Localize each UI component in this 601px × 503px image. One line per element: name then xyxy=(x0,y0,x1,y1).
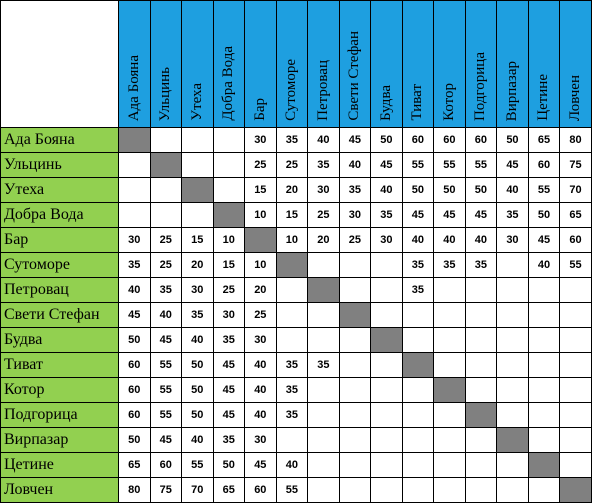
table-cell xyxy=(434,453,466,478)
column-header-label: Бар xyxy=(251,98,268,121)
table-cell xyxy=(340,353,372,378)
table-cell: 45 xyxy=(119,303,151,328)
table-cell xyxy=(434,478,466,503)
table-cell xyxy=(277,278,309,303)
diagonal-cell xyxy=(277,253,309,278)
column-header xyxy=(308,1,340,128)
table-cell: 40 xyxy=(466,228,498,253)
table-cell: 65 xyxy=(119,453,151,478)
table-cell xyxy=(529,478,561,503)
table-cell: 50 xyxy=(119,428,151,453)
table-cell xyxy=(151,178,183,203)
table-cell: 60 xyxy=(245,478,277,503)
table-cell: 75 xyxy=(151,478,183,503)
table-cell: 40 xyxy=(497,178,529,203)
table-cell: 55 xyxy=(151,403,183,428)
table-cell xyxy=(434,428,466,453)
diagonal-cell xyxy=(340,303,372,328)
table-cell: 30 xyxy=(340,203,372,228)
table-cell: 50 xyxy=(497,128,529,153)
row-header: Свети Стефан xyxy=(1,303,119,328)
table-cell: 45 xyxy=(214,378,246,403)
table-cell xyxy=(529,278,561,303)
table-cell xyxy=(560,278,592,303)
column-header xyxy=(182,1,214,128)
table-cell xyxy=(466,353,498,378)
table-cell xyxy=(340,253,372,278)
table-cell: 35 xyxy=(182,303,214,328)
table-cell: 35 xyxy=(497,203,529,228)
table-cell xyxy=(182,128,214,153)
table-cell: 50 xyxy=(182,403,214,428)
table-cell: 40 xyxy=(277,453,309,478)
table-cell xyxy=(119,153,151,178)
table-cell xyxy=(340,403,372,428)
table-cell xyxy=(308,378,340,403)
column-header xyxy=(466,1,498,128)
table-cell: 45 xyxy=(434,203,466,228)
table-cell xyxy=(434,303,466,328)
table-cell xyxy=(403,428,435,453)
table-cell: 45 xyxy=(466,203,498,228)
table-cell: 55 xyxy=(466,153,498,178)
table-cell: 25 xyxy=(340,228,372,253)
row-header: Тиват xyxy=(1,353,119,378)
table-cell xyxy=(434,403,466,428)
table-cell: 75 xyxy=(560,153,592,178)
table-cell: 50 xyxy=(214,453,246,478)
table-cell: 40 xyxy=(434,228,466,253)
table-cell: 50 xyxy=(182,353,214,378)
table-cell: 55 xyxy=(529,178,561,203)
table-cell xyxy=(497,478,529,503)
column-header xyxy=(119,1,151,128)
table-cell: 40 xyxy=(529,253,561,278)
table-cell: 10 xyxy=(245,203,277,228)
table-cell xyxy=(560,353,592,378)
diagonal-cell xyxy=(434,378,466,403)
column-header xyxy=(151,1,183,128)
table-cell xyxy=(308,478,340,503)
table-cell: 25 xyxy=(151,228,183,253)
table-cell: 60 xyxy=(151,453,183,478)
table-cell xyxy=(277,303,309,328)
table-cell: 80 xyxy=(560,128,592,153)
table-cell xyxy=(371,253,403,278)
table-cell xyxy=(308,328,340,353)
row-header: Цетине xyxy=(1,453,119,478)
diagonal-cell xyxy=(371,328,403,353)
row-header: Ульцинь xyxy=(1,153,119,178)
table-cell: 25 xyxy=(214,278,246,303)
column-header-label: Свети Стефан xyxy=(346,31,363,121)
table-cell xyxy=(466,453,498,478)
table-cell xyxy=(182,203,214,228)
diagonal-cell xyxy=(245,228,277,253)
diagonal-cell xyxy=(151,153,183,178)
table-cell xyxy=(308,453,340,478)
table-cell: 55 xyxy=(277,478,309,503)
column-header-label: Котор xyxy=(440,83,457,121)
table-cell xyxy=(466,378,498,403)
table-cell xyxy=(403,378,435,403)
table-cell xyxy=(560,428,592,453)
table-cell: 35 xyxy=(434,253,466,278)
table-cell xyxy=(560,303,592,328)
table-cell: 10 xyxy=(277,228,309,253)
column-header xyxy=(245,1,277,128)
table-cell xyxy=(560,328,592,353)
table-cell xyxy=(529,428,561,453)
row-header: Бар xyxy=(1,228,119,253)
table-cell xyxy=(466,278,498,303)
table-cell: 35 xyxy=(403,278,435,303)
table-cell xyxy=(403,303,435,328)
table-cell xyxy=(151,203,183,228)
table-cell xyxy=(466,428,498,453)
table-cell xyxy=(340,478,372,503)
table-cell: 40 xyxy=(340,153,372,178)
table-cell xyxy=(308,428,340,453)
table-cell: 65 xyxy=(529,128,561,153)
table-cell xyxy=(308,253,340,278)
column-header xyxy=(277,1,309,128)
column-header-label: Подгорица xyxy=(472,51,489,121)
row-header: Ада Бояна xyxy=(1,128,119,153)
table-cell: 70 xyxy=(182,478,214,503)
table-cell: 40 xyxy=(403,228,435,253)
table-cell: 55 xyxy=(182,453,214,478)
row-header: Подгорица xyxy=(1,403,119,428)
column-header-label: Тиват xyxy=(409,84,426,121)
table-cell: 60 xyxy=(466,128,498,153)
table-cell xyxy=(466,303,498,328)
table-corner xyxy=(1,1,119,128)
table-cell: 40 xyxy=(182,428,214,453)
table-cell: 35 xyxy=(466,253,498,278)
table-cell: 45 xyxy=(245,453,277,478)
table-cell xyxy=(497,328,529,353)
table-cell: 30 xyxy=(245,128,277,153)
table-cell: 35 xyxy=(308,353,340,378)
column-header-label: Добра Вода xyxy=(220,46,237,121)
table-cell xyxy=(434,328,466,353)
column-header xyxy=(371,1,403,128)
table-cell: 20 xyxy=(182,253,214,278)
table-cell: 25 xyxy=(308,203,340,228)
table-cell: 15 xyxy=(245,178,277,203)
column-header xyxy=(434,1,466,128)
row-header: Ловчен xyxy=(1,478,119,503)
table-cell: 50 xyxy=(119,328,151,353)
table-cell: 10 xyxy=(245,253,277,278)
table-cell xyxy=(151,128,183,153)
table-cell xyxy=(497,403,529,428)
table-cell: 15 xyxy=(214,253,246,278)
diagonal-cell xyxy=(119,128,151,153)
table-cell xyxy=(340,278,372,303)
table-cell: 80 xyxy=(119,478,151,503)
table-cell: 45 xyxy=(340,128,372,153)
row-header: Добра Вода xyxy=(1,203,119,228)
table-cell: 65 xyxy=(214,478,246,503)
diagonal-cell xyxy=(529,453,561,478)
column-header xyxy=(560,1,592,128)
table-cell xyxy=(119,178,151,203)
table-cell: 20 xyxy=(308,228,340,253)
table-cell: 55 xyxy=(151,378,183,403)
table-cell: 25 xyxy=(277,153,309,178)
table-cell: 40 xyxy=(245,403,277,428)
table-cell xyxy=(214,153,246,178)
table-cell xyxy=(529,328,561,353)
table-cell: 35 xyxy=(403,253,435,278)
table-cell: 60 xyxy=(119,353,151,378)
table-cell xyxy=(434,278,466,303)
table-cell: 35 xyxy=(277,128,309,153)
table-cell xyxy=(308,303,340,328)
row-header: Котор xyxy=(1,378,119,403)
diagonal-cell xyxy=(560,478,592,503)
diagonal-cell xyxy=(308,278,340,303)
table-cell: 65 xyxy=(560,203,592,228)
column-header-label: Утеха xyxy=(188,83,205,121)
table-cell xyxy=(182,153,214,178)
table-cell: 30 xyxy=(371,228,403,253)
row-header: Сутоморе xyxy=(1,253,119,278)
table-cell xyxy=(403,403,435,428)
table-cell xyxy=(371,378,403,403)
table-cell: 35 xyxy=(371,203,403,228)
row-header: Будва xyxy=(1,328,119,353)
table-cell xyxy=(214,128,246,153)
table-cell: 35 xyxy=(119,253,151,278)
table-cell: 45 xyxy=(371,153,403,178)
table-cell xyxy=(497,253,529,278)
table-cell: 45 xyxy=(403,203,435,228)
table-cell: 35 xyxy=(277,353,309,378)
diagonal-cell xyxy=(182,178,214,203)
table-cell xyxy=(214,178,246,203)
table-cell: 35 xyxy=(277,378,309,403)
table-cell xyxy=(340,328,372,353)
table-cell xyxy=(529,303,561,328)
table-cell: 40 xyxy=(182,328,214,353)
diagonal-cell xyxy=(214,203,246,228)
table-cell: 30 xyxy=(308,178,340,203)
table-cell: 15 xyxy=(277,203,309,228)
table-cell: 45 xyxy=(151,428,183,453)
table-cell xyxy=(497,378,529,403)
table-cell: 45 xyxy=(151,328,183,353)
table-cell xyxy=(371,303,403,328)
row-header: Утеха xyxy=(1,178,119,203)
table-cell: 35 xyxy=(214,328,246,353)
table-cell xyxy=(371,478,403,503)
column-header xyxy=(403,1,435,128)
table-cell xyxy=(403,478,435,503)
table-cell: 45 xyxy=(214,353,246,378)
table-cell: 25 xyxy=(151,253,183,278)
table-cell: 20 xyxy=(277,178,309,203)
table-cell xyxy=(529,403,561,428)
column-header-label: Будва xyxy=(377,85,394,121)
table-cell xyxy=(560,453,592,478)
table-cell: 60 xyxy=(434,128,466,153)
table-cell xyxy=(466,328,498,353)
table-cell xyxy=(340,428,372,453)
table-cell: 55 xyxy=(560,253,592,278)
table-cell: 35 xyxy=(277,403,309,428)
table-cell xyxy=(277,428,309,453)
table-cell: 35 xyxy=(340,178,372,203)
table-cell: 60 xyxy=(403,128,435,153)
table-cell: 30 xyxy=(497,228,529,253)
table-cell: 30 xyxy=(182,278,214,303)
table-cell: 55 xyxy=(434,153,466,178)
row-header: Петровац xyxy=(1,278,119,303)
table-cell xyxy=(529,378,561,403)
table-cell: 45 xyxy=(529,228,561,253)
column-header-label: Ловчен xyxy=(566,74,583,121)
column-header-label: Сутоморе xyxy=(283,59,300,121)
column-header xyxy=(529,1,561,128)
table-cell: 60 xyxy=(119,378,151,403)
column-header xyxy=(340,1,372,128)
table-cell xyxy=(371,278,403,303)
table-cell: 40 xyxy=(151,303,183,328)
table-cell: 30 xyxy=(119,228,151,253)
table-cell: 35 xyxy=(308,153,340,178)
diagonal-cell xyxy=(466,403,498,428)
table-cell xyxy=(497,453,529,478)
table-cell: 40 xyxy=(119,278,151,303)
table-cell xyxy=(403,453,435,478)
table-cell: 60 xyxy=(529,153,561,178)
table-cell: 55 xyxy=(151,353,183,378)
table-cell: 20 xyxy=(245,278,277,303)
table-cell xyxy=(466,478,498,503)
table-cell: 35 xyxy=(151,278,183,303)
table-cell xyxy=(560,403,592,428)
table-cell: 50 xyxy=(434,178,466,203)
table-cell xyxy=(371,403,403,428)
table-cell xyxy=(497,278,529,303)
table-cell xyxy=(497,303,529,328)
table-cell: 70 xyxy=(560,178,592,203)
diagonal-cell xyxy=(497,428,529,453)
table-cell: 45 xyxy=(214,403,246,428)
table-cell: 50 xyxy=(466,178,498,203)
table-cell: 40 xyxy=(245,378,277,403)
table-cell xyxy=(434,353,466,378)
table-cell: 50 xyxy=(403,178,435,203)
column-header-label: Ульцинь xyxy=(157,66,174,121)
table-cell xyxy=(497,353,529,378)
table-cell: 40 xyxy=(308,128,340,153)
table-cell xyxy=(371,453,403,478)
table-cell xyxy=(560,378,592,403)
diagonal-cell xyxy=(403,353,435,378)
table-cell: 30 xyxy=(245,328,277,353)
table-cell xyxy=(340,453,372,478)
table-cell: 25 xyxy=(245,153,277,178)
column-header-label: Цетине xyxy=(535,74,552,121)
table-cell: 40 xyxy=(245,353,277,378)
row-header: Вирпазар xyxy=(1,428,119,453)
table-cell: 50 xyxy=(182,378,214,403)
table-cell xyxy=(403,328,435,353)
column-header xyxy=(214,1,246,128)
table-cell xyxy=(371,428,403,453)
column-header-label: Петровац xyxy=(314,60,331,121)
table-cell xyxy=(119,203,151,228)
table-cell xyxy=(277,328,309,353)
table-cell xyxy=(371,353,403,378)
table-cell: 30 xyxy=(214,303,246,328)
table-cell xyxy=(340,378,372,403)
column-header xyxy=(497,1,529,128)
table-cell: 10 xyxy=(214,228,246,253)
table-cell xyxy=(529,353,561,378)
table-cell: 55 xyxy=(403,153,435,178)
table-cell: 35 xyxy=(214,428,246,453)
table-cell: 15 xyxy=(182,228,214,253)
table-cell: 40 xyxy=(371,178,403,203)
table-cell: 60 xyxy=(560,228,592,253)
table-cell: 45 xyxy=(497,153,529,178)
table-cell: 60 xyxy=(119,403,151,428)
column-header-label: Ада Бояна xyxy=(125,54,142,121)
table-cell xyxy=(308,403,340,428)
column-header-label: Вирпазар xyxy=(503,60,520,121)
table-cell: 25 xyxy=(245,303,277,328)
table-cell: 50 xyxy=(371,128,403,153)
table-cell: 50 xyxy=(529,203,561,228)
table-cell: 30 xyxy=(245,428,277,453)
